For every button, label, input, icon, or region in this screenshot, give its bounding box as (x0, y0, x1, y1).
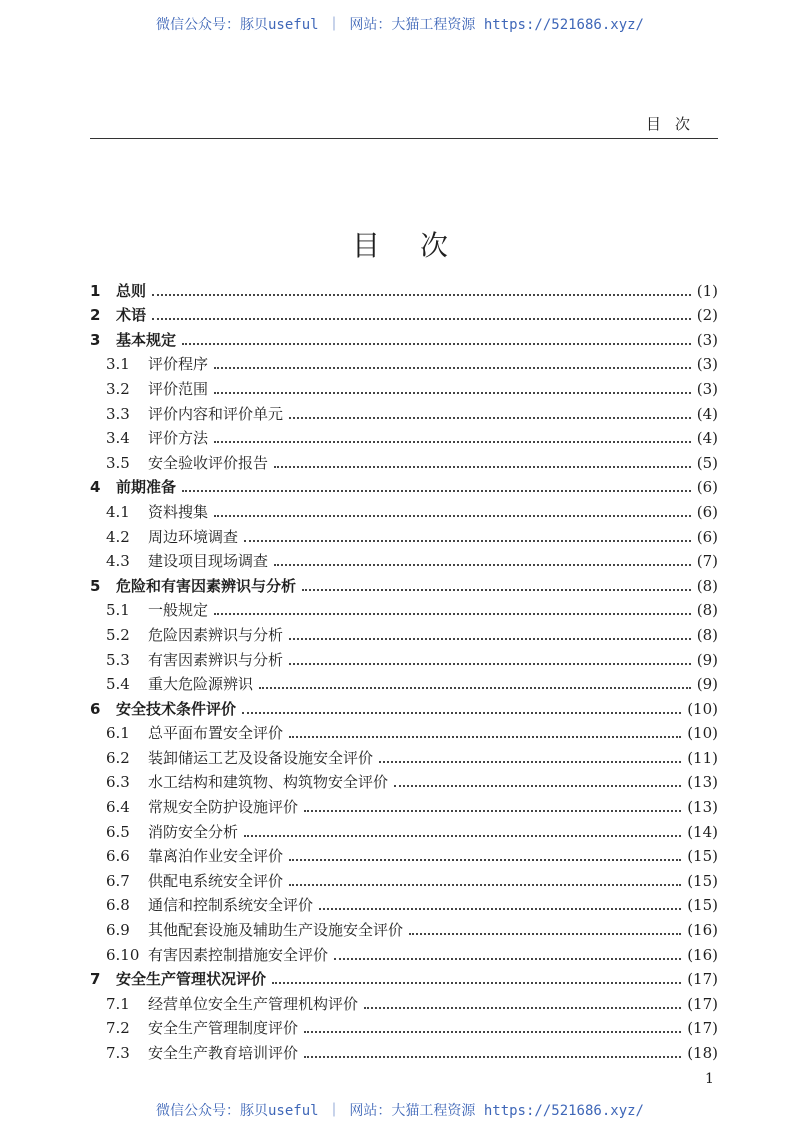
toc-entry-number: 7.1 (106, 994, 130, 1013)
toc-entry-page: (16) (687, 945, 718, 964)
toc-entry-number: 6.2 (106, 748, 130, 767)
toc-entry-title: 前期准备 (116, 478, 177, 497)
toc-entry-title: 总则 (116, 281, 147, 300)
toc-entry-number: 3 (90, 330, 101, 349)
toc-section-entry (90, 1038, 718, 1063)
toc-entry-number: 4.2 (106, 527, 130, 546)
toc-entry-title: 一般规定 (148, 601, 209, 620)
toc-entry-number: 6.1 (106, 724, 130, 743)
toc-entry-title: 重大危险源辨识 (148, 675, 254, 694)
toc-section-entry (90, 448, 718, 473)
toc-dot-leader (244, 540, 691, 542)
toc-dot-leader (214, 367, 691, 369)
toc-entry-page: (15) (687, 847, 718, 866)
toc-entry-number: 6.10 (106, 945, 140, 964)
toc-entry-title: 通信和控制系统安全评价 (148, 896, 314, 915)
toc-entry-title: 装卸储运工艺及设备设施安全评价 (148, 748, 374, 767)
toc-entry-page: (14) (687, 822, 718, 841)
toc-entry-page: (10) (687, 699, 718, 718)
toc-section-entry (90, 866, 718, 891)
toc-entry-title: 靠离泊作业安全评价 (148, 847, 284, 866)
toc-section-entry (90, 620, 718, 645)
toc-chapter-entry (90, 301, 718, 326)
toc-section-entry (90, 1014, 718, 1039)
toc-entry-page: (3) (696, 355, 718, 374)
toc-entry-title: 其他配套设施及辅助生产设施安全评价 (148, 921, 404, 940)
toc-entry-page: (5) (696, 453, 718, 472)
toc-section-entry (90, 891, 718, 916)
toc-entry-page: (11) (687, 748, 718, 767)
toc-entry-number: 6.9 (106, 921, 130, 940)
toc-entry-title: 安全生产教育培训评价 (148, 1044, 299, 1062)
toc-dot-leader (289, 859, 681, 861)
toc-entry-page: (16) (687, 921, 718, 940)
toc-entry-title: 经营单位安全生产管理机构评价 (148, 994, 359, 1013)
toc-dot-leader (182, 490, 691, 492)
toc-entry-page: (17) (687, 994, 718, 1013)
toc-section-entry (90, 670, 718, 695)
toc-entry-page: (6) (696, 527, 718, 546)
toc-section-entry (90, 817, 718, 842)
toc-chapter-entry (90, 473, 718, 498)
toc-entry-number: 6.7 (106, 871, 130, 890)
toc-section-entry (90, 915, 718, 940)
toc-entry-page: (4) (696, 429, 718, 448)
toc-entry-page: (8) (696, 625, 718, 644)
toc-dot-leader (394, 785, 681, 787)
toc-dot-leader (379, 761, 681, 763)
toc-entry-title: 总平面布置安全评价 (148, 724, 284, 743)
toc-entry-number: 4 (90, 478, 101, 497)
toc-entry-page: (8) (696, 576, 718, 595)
toc-entry-title: 水工结构和建筑物、构筑物安全评价 (148, 773, 389, 792)
toc-chapter-entry (90, 325, 718, 350)
toc-entry-page: (3) (696, 330, 718, 349)
table-of-contents (90, 276, 718, 1063)
toc-entry-number: 5.3 (106, 650, 130, 669)
toc-entry-number: 4.1 (106, 502, 130, 521)
toc-entry-page: (17) (687, 970, 718, 989)
toc-entry-title: 安全技术条件评价 (116, 699, 237, 718)
toc-dot-leader (334, 958, 681, 960)
toc-entry-title: 基本规定 (116, 330, 177, 349)
page-number: 1 (705, 1071, 714, 1087)
toc-dot-leader (304, 1031, 681, 1033)
toc-entry-page: (17) (687, 1019, 718, 1038)
toc-entry-page: (6) (696, 478, 718, 497)
toc-entry-page: (18) (687, 1044, 718, 1062)
toc-dot-leader (319, 908, 681, 910)
toc-entry-number: 3.4 (106, 429, 130, 448)
toc-dot-leader (302, 589, 691, 591)
toc-dot-leader (409, 933, 681, 935)
toc-entry-number: 3.5 (106, 453, 130, 472)
toc-entry-title: 危险和有害因素辨识与分析 (116, 576, 297, 595)
toc-entry-page: (9) (696, 675, 718, 694)
toc-entry-number: 1 (90, 281, 101, 300)
toc-section-entry (90, 768, 718, 793)
toc-entry-page: (7) (696, 552, 718, 571)
toc-entry-page: (4) (696, 404, 718, 423)
toc-entry-number: 4.3 (106, 552, 130, 571)
toc-dot-leader (242, 712, 681, 714)
toc-chapter-entry (90, 965, 718, 990)
toc-chapter-entry (90, 276, 718, 301)
toc-dot-leader (272, 982, 681, 984)
toc-entry-title: 有害因素辨识与分析 (148, 650, 284, 669)
toc-dot-leader (152, 318, 691, 320)
toc-entry-title: 安全验收评价报告 (148, 453, 269, 472)
toc-dot-leader (152, 294, 691, 296)
toc-entry-page: (2) (696, 306, 718, 325)
toc-section-entry (90, 399, 718, 424)
toc-entry-title: 评价方法 (148, 429, 209, 448)
toc-section-entry (90, 374, 718, 399)
toc-entry-title: 建设项目现场调查 (148, 552, 269, 571)
toc-entry-number: 7.2 (106, 1019, 130, 1038)
toc-dot-leader (214, 441, 691, 443)
toc-section-entry (90, 989, 718, 1014)
toc-entry-title: 资料搜集 (148, 502, 209, 521)
toc-entry-number: 6 (90, 699, 101, 718)
toc-entry-page: (8) (696, 601, 718, 620)
toc-entry-number: 7.3 (106, 1044, 130, 1062)
toc-entry-title: 评价程序 (148, 355, 209, 374)
toc-entry-page: (1) (696, 281, 718, 300)
toc-dot-leader (289, 736, 681, 738)
toc-entry-number: 2 (90, 306, 101, 325)
toc-entry-title: 安全生产管理状况评价 (116, 970, 267, 989)
watermark-top: 微信公众号：豚贝useful ｜ 网站：大猫工程资源 https://521686.xyz/ (155, 17, 644, 33)
running-head: 目次 (646, 115, 705, 133)
toc-chapter-entry (90, 571, 718, 596)
toc-entry-number: 3.2 (106, 379, 130, 398)
toc-dot-leader (259, 687, 691, 689)
toc-entry-page: (13) (687, 773, 718, 792)
toc-section-entry (90, 497, 718, 522)
toc-entry-page: (15) (687, 896, 718, 915)
watermark-bottom: 微信公众号：豚贝useful ｜ 网站：大猫工程资源 https://521686.xyz/ (155, 1103, 644, 1119)
toc-entry-number: 5.4 (106, 675, 130, 694)
toc-entry-title: 常规安全防护设施评价 (148, 798, 299, 817)
toc-entry-number: 5.2 (106, 625, 130, 644)
toc-entry-title: 周边环境调查 (148, 527, 239, 546)
toc-section-entry (90, 792, 718, 817)
toc-entry-title: 评价内容和评价单元 (148, 404, 284, 423)
toc-entry-number: 6.6 (106, 847, 130, 866)
toc-section-entry (90, 350, 718, 375)
toc-section-entry (90, 645, 718, 670)
toc-entry-title: 供配电系统安全评价 (148, 871, 284, 890)
toc-entry-number: 6.4 (106, 798, 130, 817)
toc-dot-leader (304, 1056, 681, 1058)
toc-entry-number: 6.3 (106, 773, 130, 792)
toc-dot-leader (274, 466, 691, 468)
toc-entry-title: 消防安全分析 (148, 822, 239, 841)
toc-dot-leader (289, 884, 681, 886)
toc-entry-number: 7 (90, 970, 101, 989)
toc-dot-leader (274, 564, 691, 566)
toc-dot-leader (364, 1007, 681, 1009)
toc-chapter-entry (90, 694, 718, 719)
toc-entry-number: 5.1 (106, 601, 130, 620)
header-rule (90, 138, 718, 139)
toc-entry-number: 3.1 (106, 355, 130, 374)
toc-section-entry (90, 940, 718, 965)
toc-entry-number: 5 (90, 576, 101, 595)
toc-entry-number: 6.8 (106, 896, 130, 915)
toc-entry-number: 6.5 (106, 822, 130, 841)
toc-dot-leader (289, 417, 691, 419)
toc-dot-leader (244, 835, 681, 837)
toc-entry-title: 术语 (116, 306, 147, 325)
toc-entry-title: 安全生产管理制度评价 (148, 1019, 299, 1038)
toc-entry-page: (6) (696, 502, 718, 521)
toc-section-entry (90, 522, 718, 547)
toc-entry-title: 有害因素控制措施安全评价 (148, 945, 329, 964)
toc-dot-leader (214, 613, 691, 615)
toc-entry-page: (13) (687, 798, 718, 817)
toc-section-entry (90, 719, 718, 744)
toc-entry-page: (3) (696, 379, 718, 398)
toc-entry-title: 评价范围 (148, 379, 209, 398)
toc-section-entry (90, 842, 718, 867)
page-title: 目次 (351, 229, 488, 262)
toc-entry-number: 3.3 (106, 404, 130, 423)
toc-entry-page: (10) (687, 724, 718, 743)
toc-section-entry (90, 596, 718, 621)
toc-entry-page: (9) (696, 650, 718, 669)
toc-entry-title: 危险因素辨识与分析 (148, 625, 284, 644)
toc-entry-page: (15) (687, 871, 718, 890)
toc-dot-leader (289, 638, 691, 640)
toc-section-entry (90, 424, 718, 449)
toc-section-entry (90, 743, 718, 768)
toc-dot-leader (182, 343, 691, 345)
toc-dot-leader (214, 392, 691, 394)
toc-dot-leader (289, 663, 691, 665)
toc-dot-leader (214, 515, 691, 517)
toc-section-entry (90, 547, 718, 572)
toc-dot-leader (304, 810, 681, 812)
